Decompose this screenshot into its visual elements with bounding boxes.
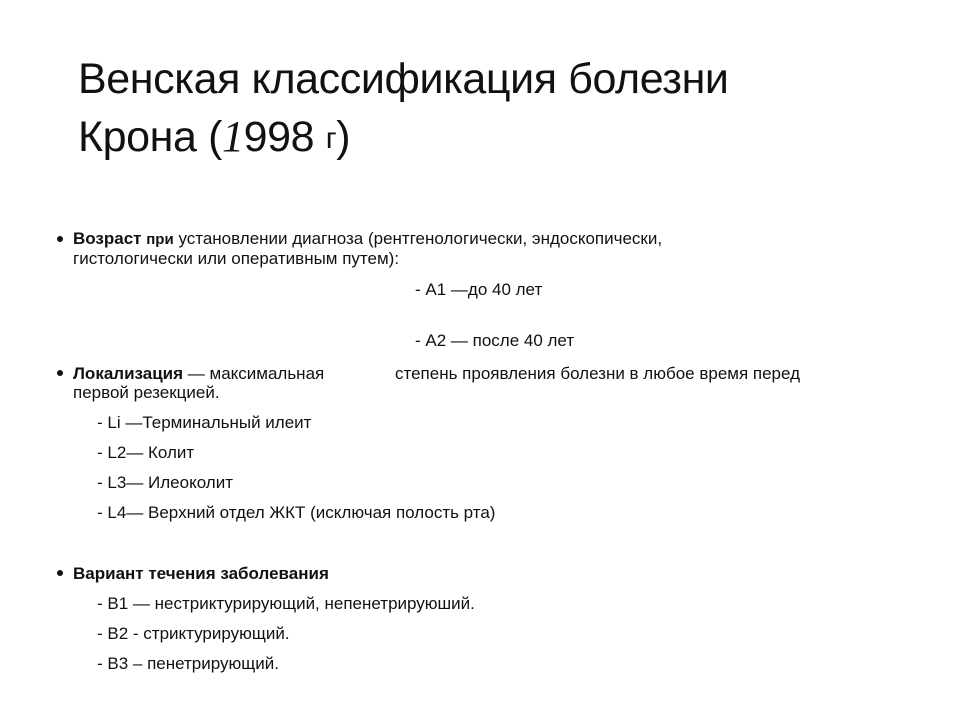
course-item-b3: - В3 – пенетрирующий.	[97, 654, 279, 673]
location-item-l4: - L4— Верхний отдел ЖКТ (исключая полость рта)	[97, 503, 496, 522]
course-item-b1: - В1 — нестриктурирующий, непенетрируюший.	[97, 594, 475, 613]
location-heading: Локализация	[73, 364, 184, 383]
course-heading: Вариант течения заболевания	[73, 564, 329, 583]
age-heading-small: при	[146, 231, 174, 248]
title-year-first-digit: 1	[222, 112, 244, 161]
location-text-1b: степень проявления болезни в любое время перед	[395, 364, 801, 383]
title-line-2	[78, 108, 729, 168]
bullet-dot-icon	[57, 570, 63, 576]
location-line-1	[73, 364, 324, 384]
location-dash: —	[187, 364, 205, 383]
bullet-dot-icon	[57, 236, 63, 242]
location-item-l3: - L3— Илеоколит	[97, 473, 233, 492]
bullet-dot-icon	[57, 370, 63, 376]
course-item-b2: - В2 - стриктурирующий.	[97, 624, 290, 643]
age-text-1: установлении диагноза (рентгенологически, эндоскопически,	[178, 229, 663, 248]
age-heading: Возраст	[73, 229, 142, 248]
location-item-l2: - L2— Колит	[97, 443, 195, 462]
age-text-2: гистологически или оперативным путем):	[73, 249, 400, 268]
title-year-rest: 998	[243, 113, 315, 161]
location-text-1a: максимальная	[209, 364, 325, 383]
location-text-2: первой резекцией.	[73, 383, 220, 402]
slide-title	[78, 50, 729, 168]
title-year-unit: г	[325, 122, 337, 155]
age-line-1	[73, 229, 662, 250]
title-line-2-suffix: )	[336, 113, 351, 161]
title-line-1: Венская классификация болезни	[78, 55, 729, 103]
age-item-a1: - А1 —до 40 лет	[415, 280, 543, 299]
location-item-li: - Li —Терминальный илеит	[97, 413, 312, 432]
age-item-a2: - А2 — после 40 лет	[415, 331, 575, 350]
title-line-2-prefix: Крона (	[78, 113, 223, 161]
